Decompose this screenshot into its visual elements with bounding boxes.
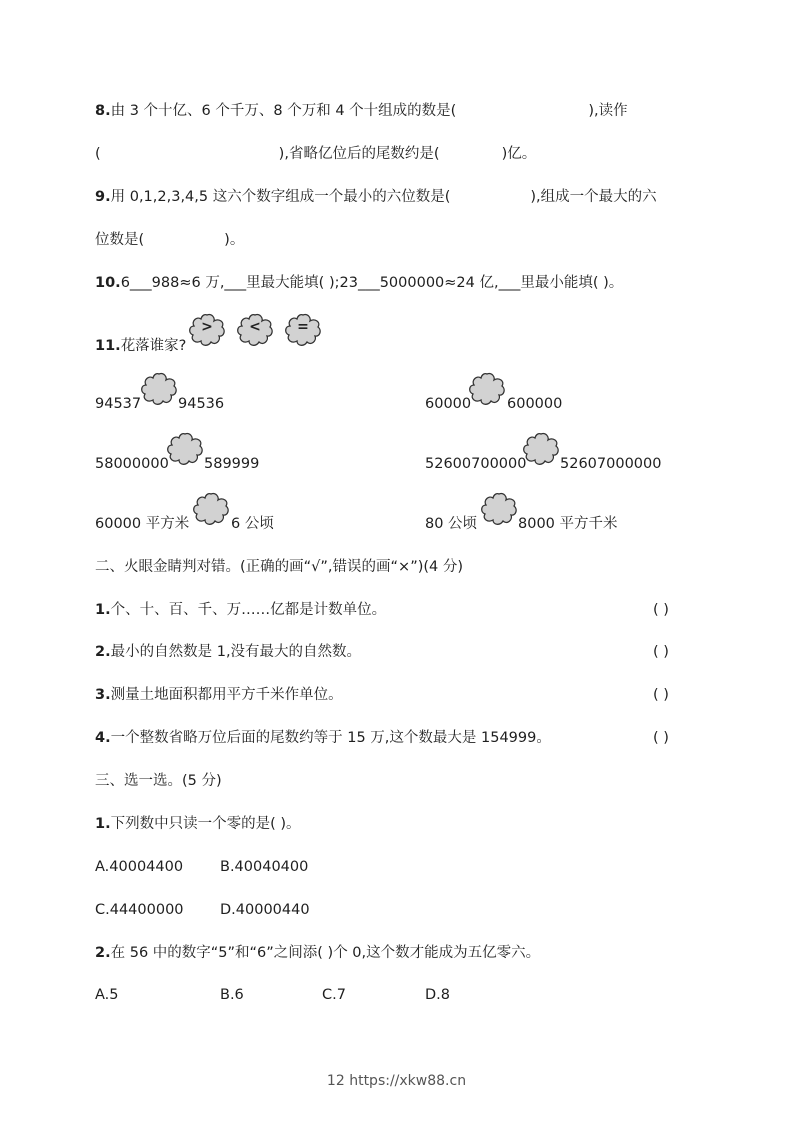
q8-text-3: ),省略亿位后的尾数约是(	[278, 146, 440, 162]
flower-icon	[480, 492, 518, 526]
flower-blank-2[interactable]	[468, 372, 506, 406]
symbol-label: =	[297, 319, 309, 335]
q9-line2	[95, 230, 244, 250]
pair2-left: 60000	[425, 396, 472, 412]
q9-text-2: ),组成一个最大的六	[530, 189, 657, 205]
choose-q1-option-c[interactable]: C.44400000	[95, 902, 184, 918]
judge-item-text: 测量土地面积都用平方千米作单位。	[110, 687, 343, 703]
pair1-left: 94537	[95, 396, 142, 412]
flower-icon	[166, 432, 204, 466]
judge-heading: 二、火眼金睛判对错。(正确的画“√”,错误的画“×”)(4 分)	[95, 559, 464, 575]
choose-q1-number: 1.	[95, 816, 111, 832]
flower-icon	[522, 432, 560, 466]
footer-url[interactable]: https://xkw88.cn	[349, 1073, 467, 1089]
judge-item-number: 2.	[95, 644, 111, 660]
flower-blank-5[interactable]	[192, 492, 230, 526]
pair3-right: 589999	[204, 456, 260, 472]
flower-blank-1[interactable]	[140, 372, 178, 406]
q9-text-4: )。	[224, 232, 245, 248]
pair6-right: 8000 平方千米	[518, 516, 618, 532]
judge-item-2	[95, 642, 361, 662]
q10-text: 6___988≈6 万,___里最大能填( );23___5000000≈24 亿,___里最小能填( )。	[120, 275, 624, 291]
choose-q1-option-a[interactable]: A.40004400	[95, 859, 184, 875]
flower-greater-than[interactable]	[188, 313, 226, 347]
pair6-left: 80 公顷	[425, 516, 478, 532]
choose-q2-option-b[interactable]: B.6	[220, 987, 244, 1003]
judge-answer-1[interactable]: ( )	[653, 602, 669, 618]
choose-q2-option-d[interactable]: D.8	[425, 987, 450, 1003]
judge-item-number: 1.	[95, 602, 111, 618]
judge-item-1	[95, 600, 386, 620]
judge-answer-4[interactable]: ( )	[653, 730, 669, 746]
page-footer	[0, 1071, 793, 1091]
pair4-left: 52600700000	[425, 456, 527, 472]
choose-q2-option-a[interactable]: A.5	[95, 987, 119, 1003]
choose-heading: 三、选一选。(5 分)	[95, 773, 222, 789]
pair1-right: 94536	[178, 396, 225, 412]
flower-icon	[468, 372, 506, 406]
q11-number: 11.	[95, 338, 121, 354]
judge-item-text: 个、十、百、千、万……亿都是计数单位。	[110, 602, 387, 618]
judge-item-number: 4.	[95, 730, 111, 746]
judge-item-text: 一个整数省略万位后面的尾数约等于 15 万,这个数最大是 154999。	[110, 730, 551, 746]
flower-icon	[192, 492, 230, 526]
symbol-label: <	[249, 319, 261, 335]
q9-line1	[95, 187, 657, 207]
choose-q2-option-c[interactable]: C.7	[322, 987, 346, 1003]
choose-q1-text: 下列数中只读一个零的是( )。	[110, 816, 301, 832]
q10-number: 10.	[95, 275, 121, 291]
flower-icon	[140, 372, 178, 406]
pair5-left: 60000 平方米	[95, 516, 190, 532]
judge-item-3	[95, 685, 343, 705]
q9-text-1: 用 0,1,2,3,4,5 这六个数字组成一个最小的六位数是(	[110, 189, 451, 205]
q9-text-3: 位数是(	[95, 232, 145, 248]
q8-text-1: 由 3 个十亿、6 个千万、8 个万和 4 个十组成的数是(	[110, 103, 457, 119]
flower-blank-4[interactable]	[522, 432, 560, 466]
pair2-right: 600000	[507, 396, 563, 412]
pair5-right: 6 公顷	[231, 516, 274, 532]
flower-equals[interactable]	[284, 313, 322, 347]
q8-open-paren: (	[95, 146, 101, 162]
choose-q1	[95, 814, 301, 834]
q8-line1	[95, 101, 628, 121]
flower-blank-6[interactable]	[480, 492, 518, 526]
judge-answer-2[interactable]: ( )	[653, 644, 669, 660]
q11-text: 花落谁家?	[120, 338, 187, 354]
pair3-left: 58000000	[95, 456, 169, 472]
judge-item-number: 3.	[95, 687, 111, 703]
q8-line2	[95, 144, 536, 164]
judge-answer-3[interactable]: ( )	[653, 687, 669, 703]
page-number: 12	[326, 1073, 345, 1089]
q11-line	[95, 336, 186, 356]
judge-item-text: 最小的自然数是 1,没有最大的自然数。	[110, 644, 362, 660]
choose-q2-text: 在 56 中的数字“5”和“6”之间添( )个 0,这个数才能成为五亿零六。	[110, 945, 541, 961]
q8-text-2: ),读作	[588, 103, 628, 119]
choose-q1-option-d[interactable]: D.40000440	[220, 902, 310, 918]
choose-q1-option-b[interactable]: B.40040400	[220, 859, 309, 875]
judge-item-4	[95, 728, 551, 748]
choose-q2	[95, 943, 540, 963]
q10-line	[95, 273, 623, 293]
flower-blank-3[interactable]	[166, 432, 204, 466]
choose-q2-number: 2.	[95, 945, 111, 961]
q8-number: 8.	[95, 103, 111, 119]
pair4-right: 52607000000	[560, 456, 662, 472]
q8-text-4: )亿。	[501, 146, 537, 162]
symbol-label: >	[201, 319, 213, 335]
flower-less-than[interactable]	[236, 313, 274, 347]
q9-number: 9.	[95, 189, 111, 205]
